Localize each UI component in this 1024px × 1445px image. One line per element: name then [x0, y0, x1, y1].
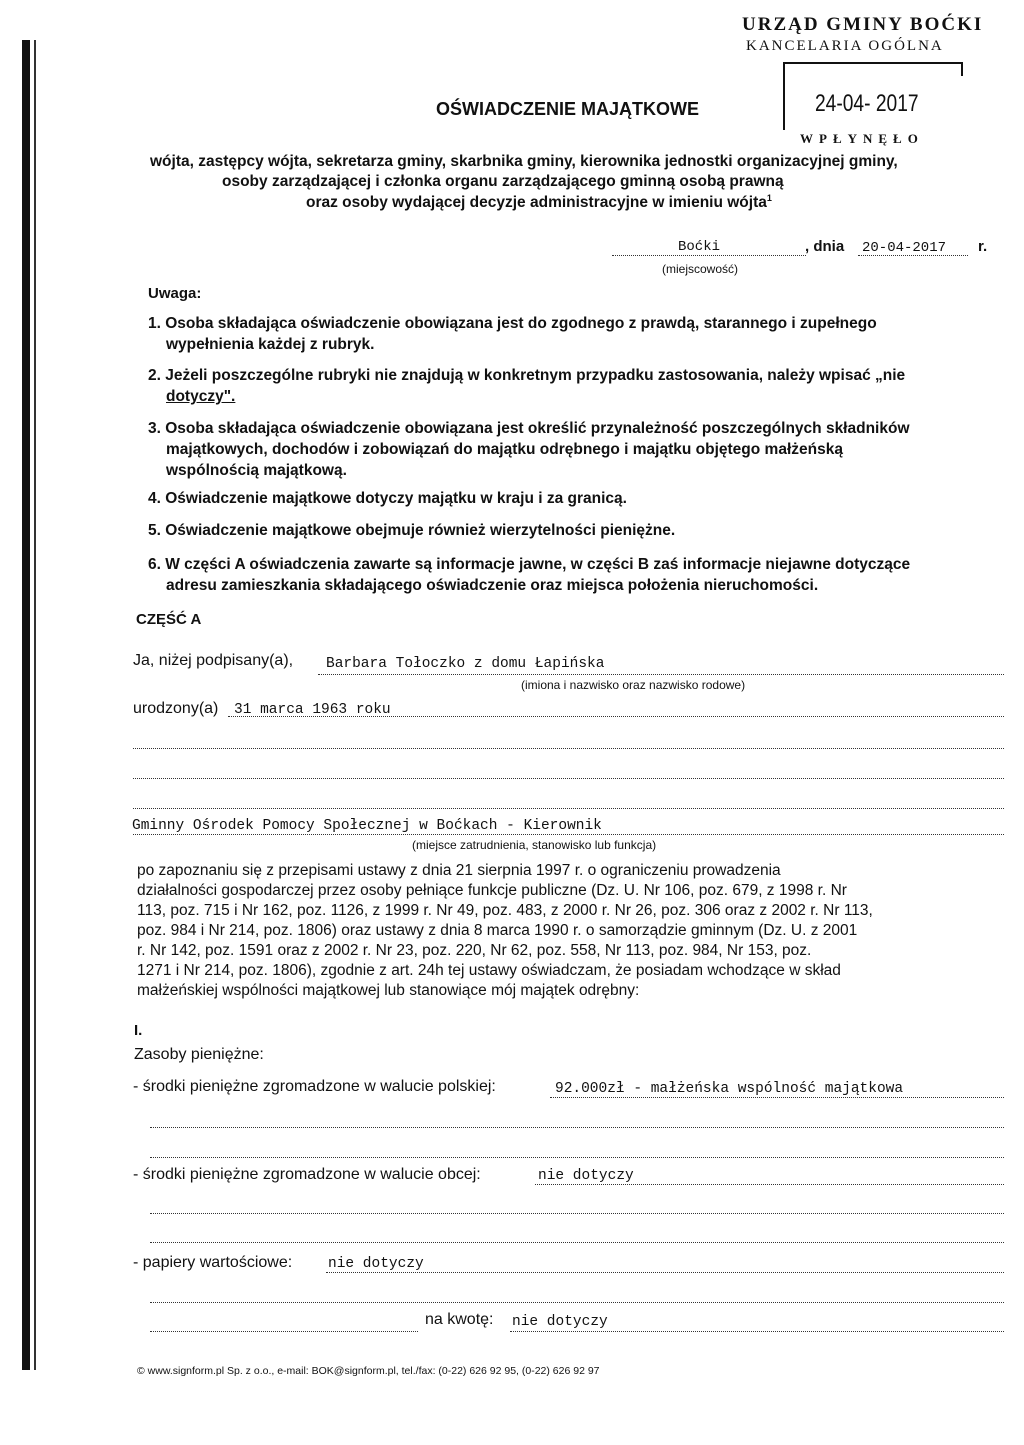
note-2-line-2: dotyczy".	[166, 388, 236, 405]
pln-label: - środki pieniężne zgromadzone w walucie polskiej:	[133, 1078, 496, 1095]
subtitle-line-2: osoby zarządzającej i członka organu zarządzającego gminną osobą prawną	[222, 173, 784, 190]
note-4: 4. Oświadczenie majątkowe dotyczy majątku w kraju i za granicą.	[148, 490, 627, 507]
law-line-6: 1271 i Nr 214, poz. 1806), zgodnie z art. 24h tej ustawy oświadczam, że posiadam wchodzące w skład	[137, 962, 841, 979]
note-3-line-3: wspólnością majątkową.	[166, 462, 347, 479]
blank-line-1	[133, 748, 1004, 749]
place-caption: (miejscowość)	[662, 262, 739, 276]
foreign-line	[535, 1184, 1004, 1185]
stamp-office: URZĄD GMINY BOĆKI	[742, 14, 984, 35]
stamp-department: KANCELARIA OGÓLNA	[746, 38, 944, 54]
note-3-line-2: majątkowych, dochodów i zobowiązań do majątku odrębnego i majątku objętego małżeńską	[166, 441, 843, 458]
footnote-marker: 1	[766, 193, 772, 203]
born-value: 31 marca 1963 roku	[234, 702, 391, 718]
amount-value: nie dotyczy	[512, 1314, 608, 1330]
signed-label: Ja, niżej podpisany(a),	[133, 652, 294, 669]
pln-blank-line-2	[150, 1157, 1004, 1158]
note-3-line-1: 3. Osoba składająca oświadczenie obowiązana jest określić przynależność poszczególnych składników	[148, 420, 910, 437]
note-1-line-1: 1. Osoba składająca oświadczenie obowiązana jest do zgodnego z prawdą, starannego i zupełnego	[148, 315, 877, 332]
securities-blank-line	[150, 1302, 1004, 1303]
date-suffix: r.	[978, 238, 988, 255]
place-value: Boćki	[678, 239, 721, 255]
law-line-7: małżeńskiej wspólności majątkowej lub stanowiące mój majątek odrębny:	[137, 982, 640, 999]
securities-value: nie dotyczy	[328, 1256, 424, 1272]
law-line-1: po zapoznaniu się z przepisami ustawy z dnia 21 sierpnia 1997 r. o ograniczeniu prowadzenia	[137, 862, 781, 879]
section-roman: I.	[134, 1022, 143, 1039]
stamp-date: 24-04- 2017	[815, 90, 919, 117]
pln-blank-line-1	[150, 1127, 1004, 1128]
securities-line	[326, 1272, 1004, 1273]
born-label: urodzony(a)	[133, 700, 219, 717]
employment-line	[133, 834, 1004, 835]
signed-caption: (imiona i nazwisko oraz nazwisko rodowe)	[521, 678, 746, 692]
foreign-label: - środki pieniężne zgromadzone w walucie obcej:	[133, 1166, 481, 1183]
signed-line	[318, 674, 1004, 675]
subtitle-line-3-text: oraz osoby wydającej decyzje administracyjne w imieniu wójta	[306, 194, 767, 212]
stamp-top-border	[783, 62, 963, 64]
law-line-3: 113, poz. 715 i Nr 162, poz. 1126, z 1999 r. Nr 49, poz. 483, z 2000 r. Nr 26, poz. 306 oraz z 2002 r. Nr 113,	[137, 902, 873, 919]
notes-heading: Uwaga:	[148, 285, 202, 302]
blank-line-3	[133, 808, 1004, 809]
stamp-received: WPŁYNĘŁO	[800, 131, 924, 146]
note-2-line-1: 2. Jeżeli poszczególne rubryki nie znajdują w konkretnym przypadku zastosowania, należy wpisać „nie	[148, 367, 906, 384]
law-line-5: r. Nr 142, poz. 1591 oraz z 2002 r. Nr 23, poz. 220, Nr 62, poz. 558, Nr 113, poz. 984, Nr 153, poz.	[137, 942, 812, 959]
stamp-left-border	[783, 62, 785, 130]
foreign-blank-line-2	[150, 1242, 1004, 1243]
date-value: 20-04-2017	[862, 240, 947, 256]
subtitle-line-3	[306, 193, 772, 212]
amount-left-line	[150, 1331, 418, 1332]
law-line-2: działalności gospodarczej przez osoby pełniące funkcje publiczne (Dz. U. Nr 106, poz. 679, z 1998 r. Nr	[137, 882, 847, 899]
note-6-line-2: adresu zamieszkania składającego oświadczenie oraz miejsca położenia nieruchomości.	[166, 577, 819, 594]
amount-line	[510, 1331, 1004, 1332]
pln-line	[550, 1097, 1004, 1098]
foreign-blank-line-1	[150, 1213, 1004, 1214]
section-heading: Zasoby pieniężne:	[134, 1046, 264, 1063]
scan-edge-line	[34, 40, 36, 1370]
subtitle-line-1: wójta, zastępcy wójta, sekretarza gminy, skarbnika gminy, kierownika jednostki organizacyjnej gminy,	[150, 153, 898, 170]
signed-value: Barbara Tołoczko z domu Łapińska	[326, 656, 605, 672]
note-6-line-1: 6. W części A oświadczenia zawarte są informacje jawne, w części B zaś informacje niejawne dotyczące	[148, 556, 911, 573]
securities-label: - papiery wartościowe:	[133, 1254, 293, 1271]
place-line	[612, 255, 806, 256]
foreign-value: nie dotyczy	[538, 1168, 634, 1184]
amount-label: na kwotę:	[425, 1311, 494, 1328]
law-line-4: poz. 984 i Nr 214, poz. 1806) oraz ustawy z dnia 8 marca 1990 r. o samorządzie gminnym (Dz. U. z 2001	[137, 922, 858, 939]
employment-value: Gminny Ośrodek Pomocy Społecznej w Boćkach - Kierownik	[132, 818, 602, 834]
pln-value: 92.000zł - małżeńska wspólność majątkowa	[555, 1081, 904, 1097]
employment-caption: (miejsce zatrudnienia, stanowisko lub funkcja)	[412, 838, 657, 852]
document-title: OŚWIADCZENIE MAJĄTKOWE	[436, 99, 699, 119]
footer-text: © www.signform.pl Sp. z o.o., e-mail: BOK@signform.pl, tel./fax: (0-22) 626 92 95, (0-22) 626 92 97	[137, 1365, 600, 1377]
scan-edge	[22, 40, 30, 1370]
note-1-line-2: wypełnienia każdej z rubryk.	[166, 336, 375, 353]
part-a-heading: CZĘŚĆ A	[136, 611, 202, 628]
date-prefix: , dnia	[805, 238, 845, 255]
blank-line-2	[133, 778, 1004, 779]
stamp-right-tick	[961, 62, 963, 76]
note-5: 5. Oświadczenie majątkowe obejmuje również wierzytelności pieniężne.	[148, 522, 676, 539]
